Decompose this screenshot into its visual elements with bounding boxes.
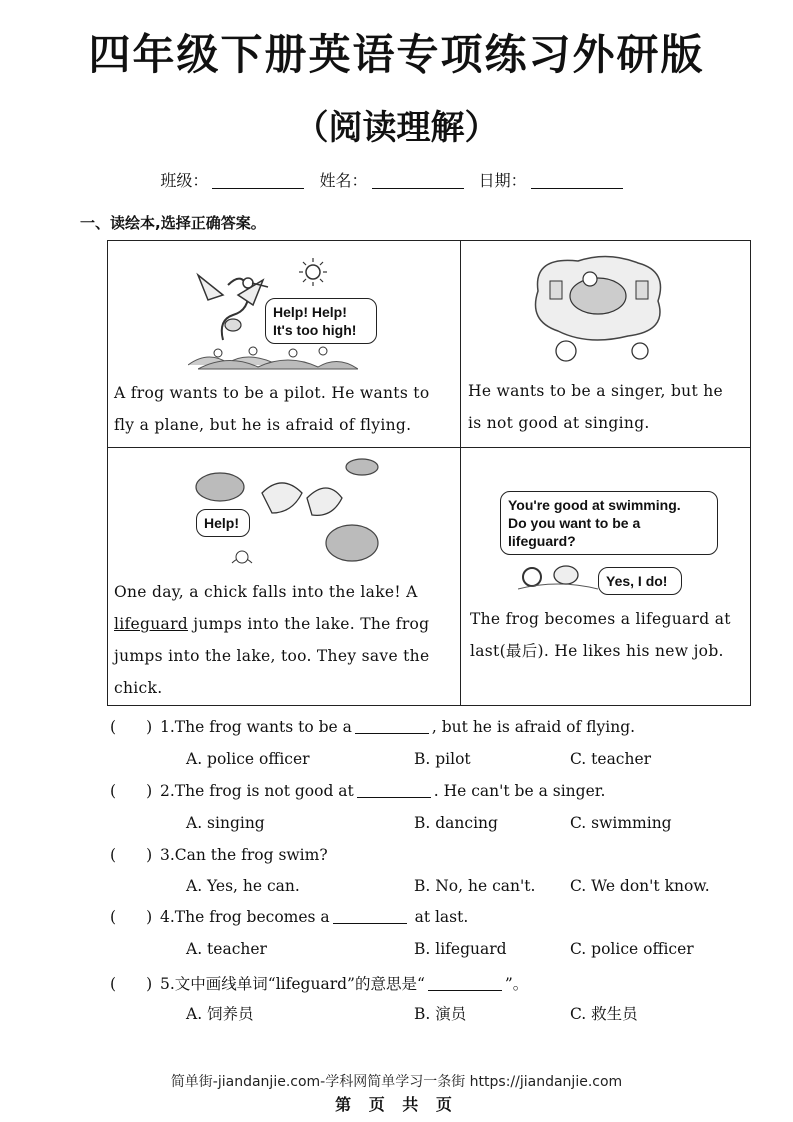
question-text-after: . He can't be a singer.	[433, 782, 606, 800]
text-line: He wants to be a singer, but he	[468, 382, 723, 400]
question-number: 5.	[160, 975, 175, 993]
speech-bubble-swimming	[500, 491, 718, 555]
page-number: 第 页 共 页	[335, 1095, 458, 1114]
panel4-text	[470, 603, 750, 667]
question-1	[110, 718, 635, 736]
question-number: 4.	[160, 908, 175, 926]
panel2-text	[468, 375, 750, 439]
answer-blank[interactable]	[355, 719, 429, 734]
singing-frog-illustration	[528, 251, 668, 371]
option-c[interactable]: C. 救生员	[570, 1005, 638, 1023]
option-b[interactable]: B. No, he can't.	[414, 877, 536, 895]
flowers-decoration	[198, 341, 358, 371]
class-blank[interactable]	[212, 172, 304, 189]
speech-bubble-help-high	[265, 298, 377, 344]
option-c[interactable]: C. swimming	[570, 814, 672, 832]
section-heading: 一、读绘本,选择正确答案。	[80, 214, 266, 232]
bubble-line: Help! Help!	[273, 304, 347, 320]
bubble-line: lifeguard?	[508, 533, 576, 549]
option-c[interactable]: C. police officer	[570, 940, 694, 958]
option-b[interactable]: B. 演员	[414, 1005, 467, 1023]
option-b[interactable]: B. lifeguard	[414, 940, 507, 958]
option-a[interactable]: A. singing	[186, 814, 265, 832]
option-b[interactable]: B. dancing	[414, 814, 498, 832]
speech-bubble-help: Help!	[196, 509, 250, 537]
answer-blank[interactable]	[357, 783, 431, 798]
option-a[interactable]: A. police officer	[186, 750, 310, 768]
text-line: A frog wants to be a pilot. He wants to	[114, 384, 430, 402]
answer-paren[interactable]: ( )	[110, 782, 153, 800]
question-2	[110, 782, 605, 800]
answer-paren[interactable]: ( )	[110, 846, 153, 864]
option-c[interactable]: C. We don't know.	[570, 877, 710, 895]
footer-source: 简单街-jiandanjie.com-学科网简单学习一条街 https://jiandanjie.com	[170, 1074, 623, 1090]
text-line: is not good at singing.	[468, 414, 650, 432]
speech-bubble-yes: Yes, I do!	[598, 567, 682, 595]
text-line: One day, a chick falls into the lake! A	[114, 583, 418, 601]
text-line	[114, 608, 458, 640]
question-text: 文中画线单词“lifeguard”的意思是“	[174, 975, 425, 993]
option-a[interactable]: A. Yes, he can.	[186, 877, 300, 895]
page-subtitle: （阅读理解）	[294, 108, 499, 148]
question-text-after: ”。	[504, 975, 529, 993]
text-line: jumps into the lake, too. They save the	[114, 647, 430, 665]
text-span: jumps into the lake. The frog	[188, 615, 430, 633]
question-3	[110, 846, 328, 864]
student-info-row	[0, 168, 793, 191]
question-text-after: at last.	[409, 908, 469, 926]
panel1-text	[114, 377, 456, 441]
bubble-line: Do you want to be a	[508, 515, 641, 531]
name-blank[interactable]	[372, 172, 464, 189]
question-text: The frog is not good at	[174, 782, 354, 800]
text-line: last(最后). He likes his new job.	[470, 642, 724, 660]
text-line: chick.	[114, 679, 163, 697]
option-a[interactable]: A. 饲养员	[186, 1005, 254, 1023]
question-text: The frog wants to be a	[174, 718, 352, 736]
question-5	[110, 972, 528, 994]
grid-divider-vertical	[460, 241, 461, 705]
question-number: 2.	[160, 782, 175, 800]
question-number: 1.	[160, 718, 175, 736]
grid-divider-horizontal	[108, 447, 750, 448]
text-line: fly a plane, but he is afraid of flying.	[114, 416, 412, 434]
bubble-line: It's too high!	[273, 322, 357, 338]
date-label: 日期：	[478, 171, 527, 190]
class-label: 班级：	[160, 171, 209, 190]
sun-icon	[298, 257, 328, 287]
name-label: 姓名：	[319, 171, 368, 190]
picture-book-grid	[107, 240, 751, 706]
option-a[interactable]: A. teacher	[186, 940, 267, 958]
answer-paren[interactable]: ( )	[110, 908, 153, 926]
lifeguard-frog-illustration	[518, 557, 598, 591]
answer-blank[interactable]	[428, 976, 502, 991]
underlined-word-lifeguard: lifeguard	[114, 615, 189, 633]
question-text: Can the frog swim?	[174, 846, 328, 864]
question-number: 3.	[160, 846, 175, 864]
bubble-line: You're good at swimming.	[508, 497, 681, 513]
answer-paren[interactable]: ( )	[110, 975, 153, 993]
text-line: The frog becomes a lifeguard at	[470, 610, 731, 628]
option-b[interactable]: B. pilot	[414, 750, 471, 768]
option-c[interactable]: C. teacher	[570, 750, 652, 768]
date-blank[interactable]	[531, 172, 623, 189]
page-title: 四年级下册英语专项练习外研版	[88, 30, 705, 79]
question-4	[110, 908, 468, 926]
answer-paren[interactable]: ( )	[110, 718, 153, 736]
question-text: The frog becomes a	[174, 908, 330, 926]
panel3-text	[114, 576, 458, 704]
question-text-after: , but he is afraid of flying.	[431, 718, 636, 736]
answer-blank[interactable]	[333, 909, 407, 924]
